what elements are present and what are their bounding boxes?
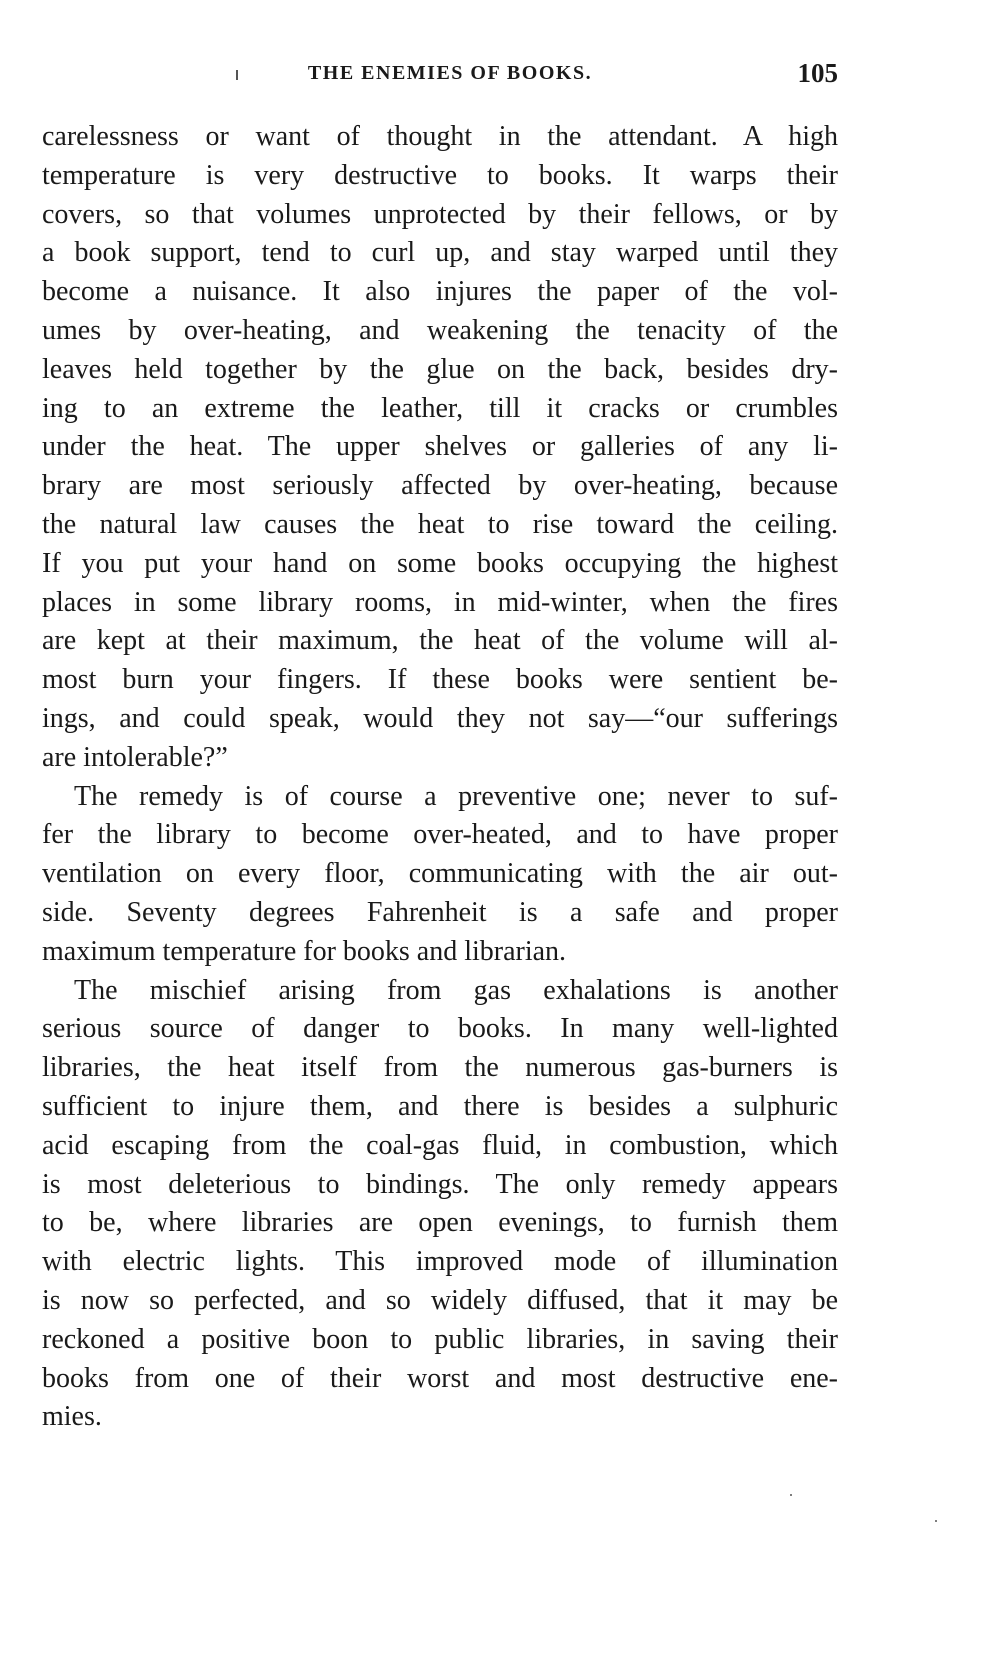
text-line: to be, where libraries are open evenings, to furnish them [42,1207,838,1239]
running-title: THE ENEMIES OF BOOKS. [307,62,593,84]
text-line: side. Seventy degrees Fahrenheit is a safe and proper [42,896,838,928]
print-speck [790,1494,792,1496]
paragraph-3 [42,972,838,1438]
text-line: brary are most seriously affected by over-heating, because [42,470,838,502]
text-line: covers, so that volumes unprotected by their fellows, or by [42,198,838,230]
text-line: mies. [42,1401,102,1433]
text-line: If you put your hand on some books occupying the highest [42,547,838,579]
text-line: umes by over-heating, and weakening the tenacity of the [42,314,838,346]
text-line: ings, and could speak, would they not say—“our sufferings [42,702,838,734]
print-speck [935,1520,937,1522]
paragraph-2 [42,778,838,972]
text-line: serious source of danger to books. In many well-lighted [42,1013,838,1045]
text-line: places in some library rooms, in mid-winter, when the fires [42,586,838,618]
print-speck [236,70,238,80]
paragraph-1 [42,118,838,778]
text-line: acid escaping from the coal-gas fluid, in combustion, which [42,1129,838,1161]
text-line: are kept at their maximum, the heat of the volume will al- [42,625,838,657]
running-head [42,60,838,94]
text-line: ing to an extreme the leather, till it cracks or crumbles [42,392,838,424]
text-line: temperature is very destructive to books. It warps their [42,159,838,191]
text-line: ventilation on every floor, communicating with the air out- [42,858,838,890]
text-line: under the heat. The upper shelves or galleries of any li- [42,431,838,463]
text-line: reckoned a positive boon to public libraries, in saving their [42,1323,838,1355]
text-line: with electric lights. This improved mode of illumination [42,1246,838,1278]
text-line: become a nuisance. It also injures the paper of the vol- [42,276,838,308]
text-line: The remedy is of course a preventive one; never to suf- [74,780,838,812]
text-line: the natural law causes the heat to rise toward the ceiling. [42,508,838,540]
text-line: a book support, tend to curl up, and stay warped until they [42,237,838,269]
text-line: fer the library to become over-heated, and to have proper [42,819,838,851]
text-line: books from one of their worst and most destructive ene- [42,1362,838,1394]
text-line: libraries, the heat itself from the numerous gas-burners is [42,1052,838,1084]
body-text [42,118,838,1437]
text-line: carelessness or want of thought in the attendant. A high [42,121,838,152]
text-line: leaves held together by the glue on the back, besides dry- [42,353,838,385]
text-line: maximum temperature for books and librarian. [42,935,567,967]
text-line: are intolerable?” [42,741,228,773]
text-line: is now so perfected, and so widely diffused, that it may be [42,1284,838,1316]
text-line: sufficient to injure them, and there is besides a sulphuric [42,1090,838,1122]
text-line: The mischief arising from gas exhalations is another [74,974,838,1006]
text-line: is most deleterious to bindings. The only remedy appears [42,1168,838,1200]
page-number: 105 [797,58,838,88]
text-line: most burn your fingers. If these books were sentient be- [42,664,838,696]
